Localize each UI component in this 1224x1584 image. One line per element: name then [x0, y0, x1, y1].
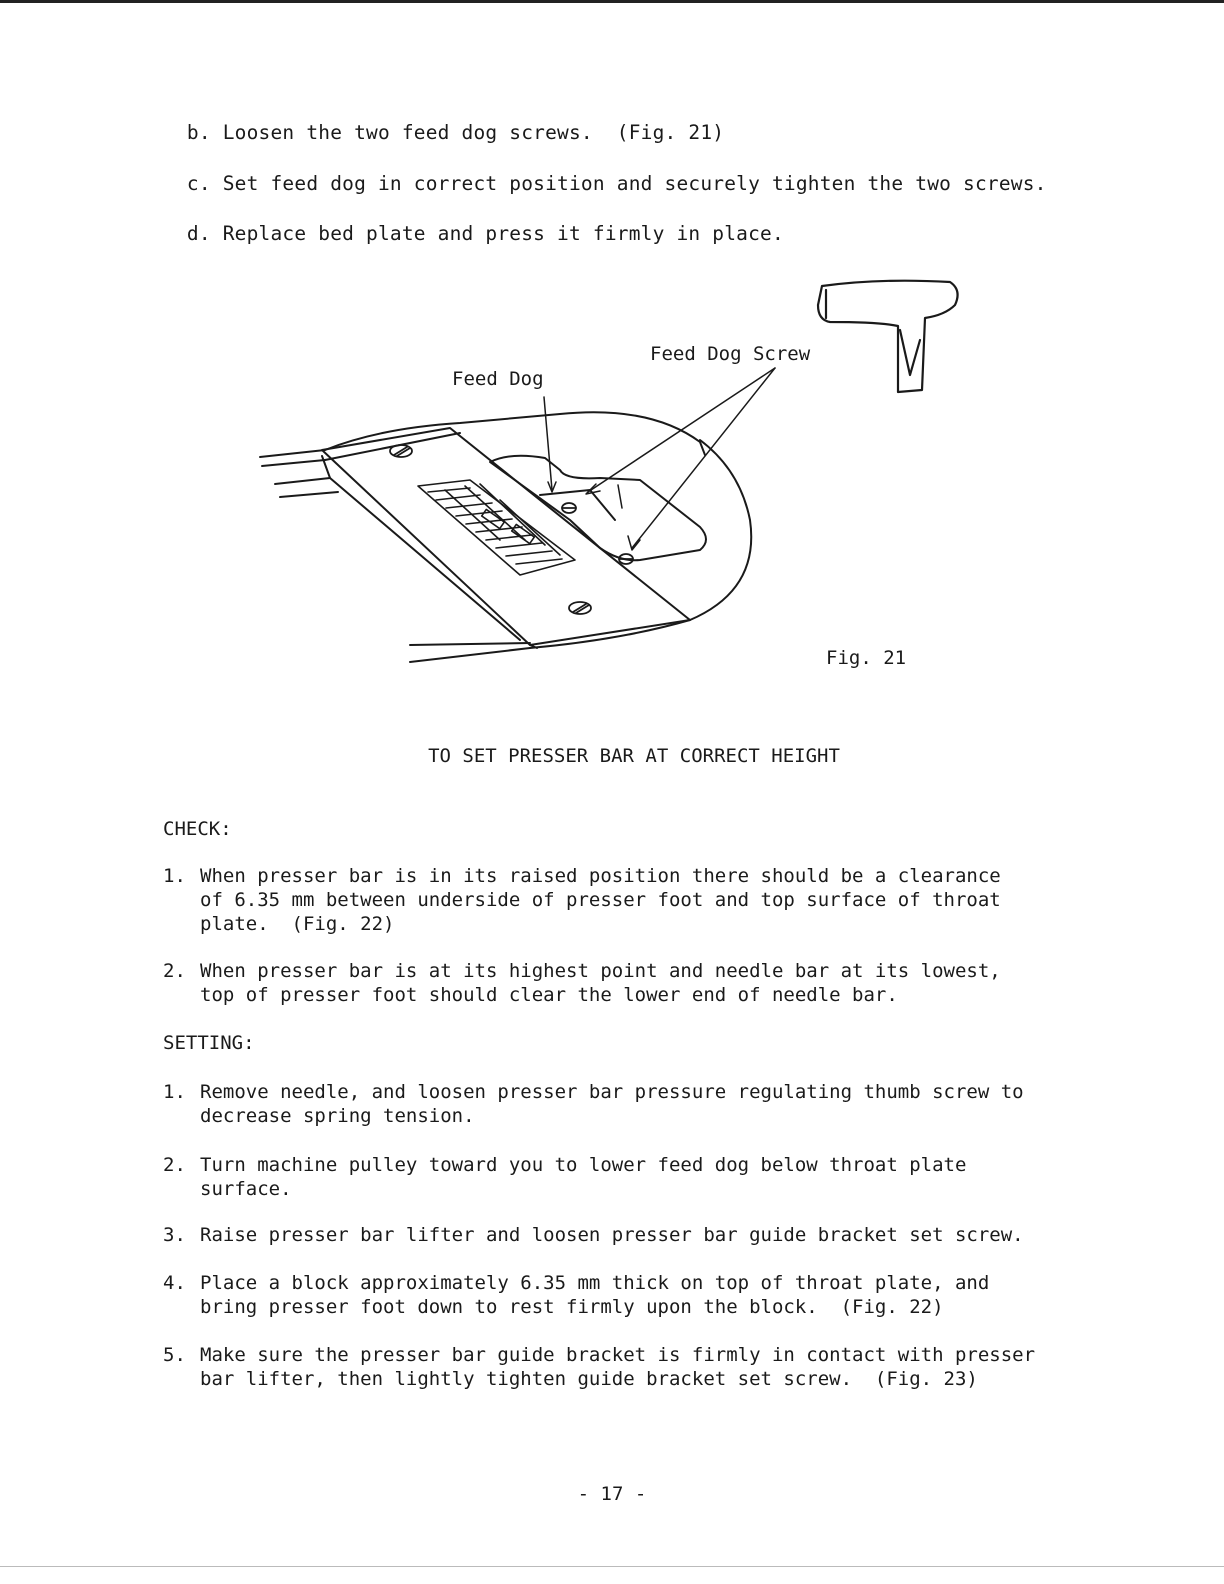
section-title: TO SET PRESSER BAR AT CORRECT HEIGHT	[428, 745, 840, 767]
setting-item-2	[163, 1153, 967, 1225]
setting-item-2-text: Turn machine pulley toward you to lower feed dog below throat plate surface.	[200, 1154, 967, 1200]
step-d-text: Replace bed plate and press it firmly in place.	[222, 222, 784, 245]
leader-lines	[544, 368, 775, 550]
screw-heads	[390, 445, 633, 614]
setting-item-3-text: Raise presser bar lifter and loosen presser bar guide bracket set screw.	[200, 1224, 1024, 1246]
check-item-1-num: 1.	[163, 865, 186, 887]
step-c-letter: c.	[186, 172, 211, 195]
setting-item-5-text: Make sure the presser bar guide bracket is firmly in contact with presser bar lifter, then lightly tighten guide bracket set screw. (Fig. 23)	[200, 1344, 1036, 1390]
step-d-letter: d.	[186, 222, 211, 245]
check-item-2-num: 2.	[163, 960, 186, 982]
setting-item-1-text: Remove needle, and loosen presser bar pressure regulating thumb screw to decrease spring tension.	[200, 1081, 1024, 1127]
label-feed-dog-screw: Feed Dog Screw	[650, 343, 811, 365]
bottom-rule	[0, 1566, 1224, 1567]
check-item-2-text: When presser bar is at its highest point and needle bar at its lowest, top of presser foot should clear the lower end of needle bar.	[200, 960, 1001, 1006]
fig21-illustration	[0, 0, 1224, 700]
setting-item-5	[163, 1343, 1036, 1415]
figure-caption: Fig. 21	[826, 647, 907, 669]
setting-item-2-num: 2.	[163, 1154, 186, 1176]
setting-item-1-num: 1.	[163, 1081, 186, 1103]
check-item-1	[163, 864, 1001, 936]
setting-item-5-num: 5.	[163, 1344, 186, 1366]
setting-item-4	[163, 1271, 990, 1343]
step-c-text: Set feed dog in correct position and securely tighten the two screws.	[222, 172, 1047, 195]
setting-heading: SETTING:	[163, 1032, 255, 1054]
step-b-text: Loosen the two feed dog screws. (Fig. 21)	[222, 121, 725, 144]
check-heading: CHECK:	[163, 818, 232, 840]
screwdriver-icon	[818, 281, 958, 392]
label-feed-dog: Feed Dog	[452, 368, 544, 390]
page-number: - 17 -	[577, 1483, 647, 1505]
check-item-1-text: When presser bar is in its raised position there should be a clearance of 6.35 mm between underside of presser foot and top surface of throat plate. (Fig. 22)	[200, 865, 1001, 935]
check-item-2	[163, 959, 1001, 1031]
setting-item-4-num: 4.	[163, 1272, 186, 1294]
step-b-letter: b.	[186, 121, 211, 144]
setting-item-4-text: Place a block approximately 6.35 mm thick on top of throat plate, and bring presser foot down to rest firmly upon the block. (Fig. 22)	[200, 1272, 990, 1318]
setting-item-3-num: 3.	[163, 1224, 186, 1246]
setting-item-1	[163, 1080, 1024, 1152]
